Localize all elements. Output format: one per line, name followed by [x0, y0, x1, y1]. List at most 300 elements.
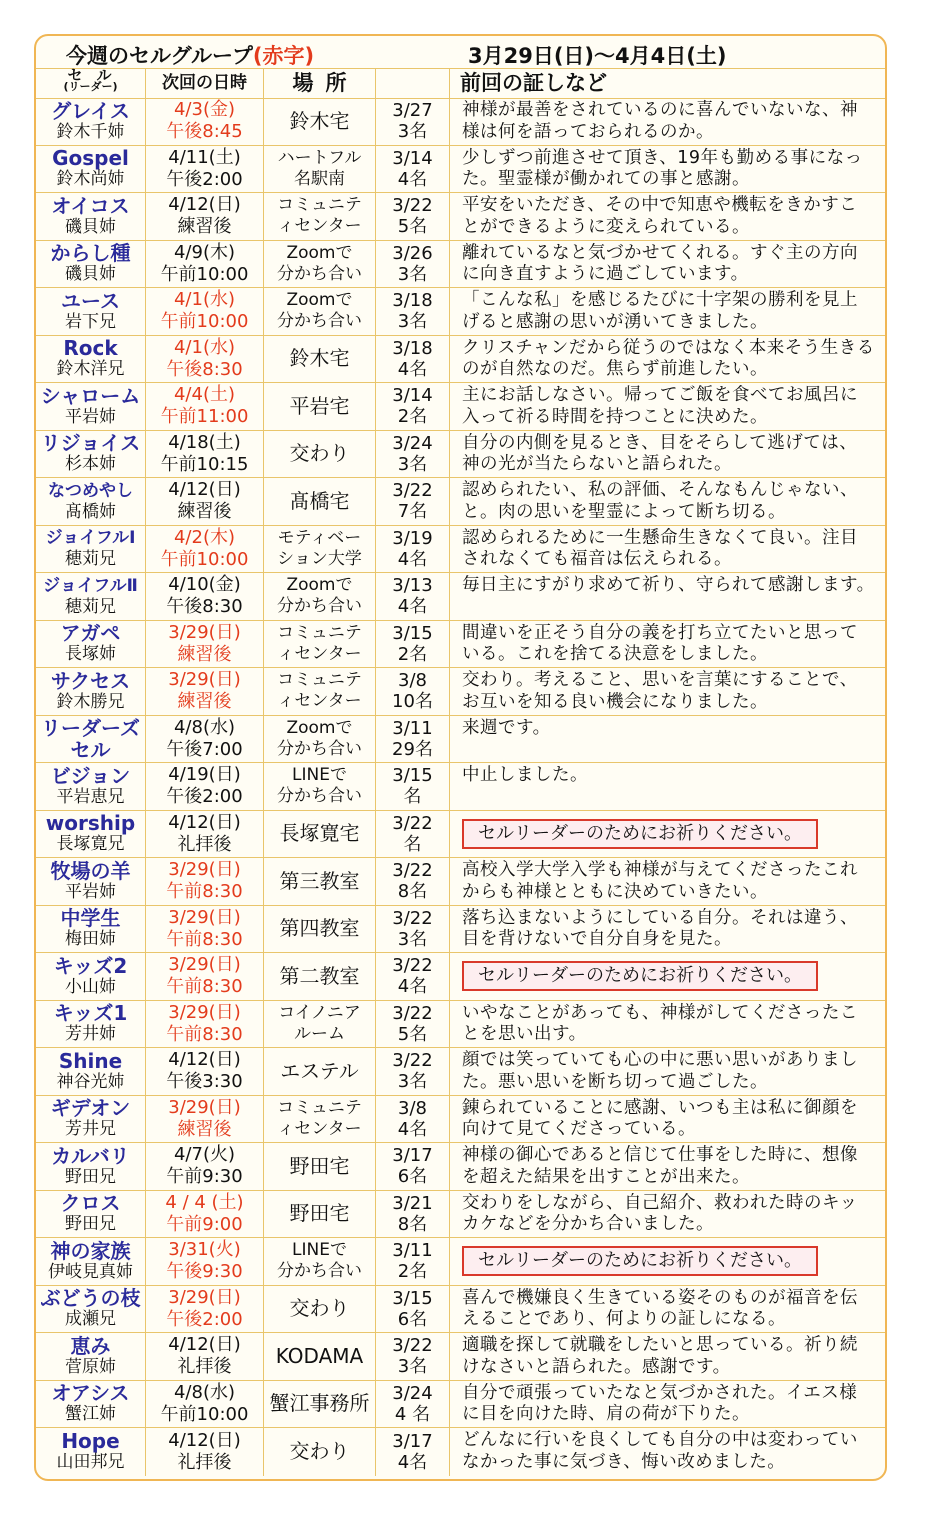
- prev-meeting-cell: [376, 1333, 450, 1380]
- place-cell: [264, 478, 376, 525]
- cell-name: Rock: [63, 336, 118, 361]
- next-time: 午後2:00: [166, 786, 243, 808]
- next-time: 礼拝後: [177, 833, 232, 855]
- place-cell: [264, 1143, 376, 1190]
- cell-name: アガペ: [60, 621, 121, 646]
- cell-name-cell: [36, 573, 146, 620]
- prev-date: 3/11: [392, 717, 433, 739]
- cell-name: 中学生: [60, 906, 121, 931]
- table-row: [36, 431, 885, 479]
- table-row: [36, 1001, 885, 1049]
- next-time: 午前8:30: [166, 881, 243, 903]
- col-next-date: 次回の日時: [146, 68, 264, 98]
- place-cell: [264, 1096, 376, 1143]
- next-date: 3/31(火): [168, 1239, 241, 1261]
- cell-leader: 長塚寛兄: [56, 834, 125, 855]
- testimony-cell: [450, 1096, 885, 1143]
- testimony-text: 喜んで機嫌良く生きている姿そのものが福音を伝えることであり、何よりの証しになる。: [462, 1287, 858, 1329]
- next-time: 午前10:00: [160, 1403, 249, 1425]
- place-line1: コミュニテ: [277, 1097, 362, 1118]
- place-line1: Zoomで: [286, 717, 353, 738]
- cell-name: ジョイフルⅡ: [43, 575, 138, 596]
- testimony-text: 来週です。: [462, 717, 551, 738]
- table-row: [36, 668, 885, 716]
- testimony-cell: [450, 98, 885, 145]
- attendance: 4名: [397, 358, 428, 380]
- table-row: [36, 1286, 885, 1334]
- next-time: 練習後: [177, 1118, 232, 1140]
- cell-name-cell: [36, 478, 146, 525]
- cell-name-cell: [36, 1191, 146, 1238]
- next-date-cell: [146, 288, 264, 335]
- next-time: 午前10:00: [160, 263, 249, 285]
- prev-date: 3/22: [392, 860, 433, 882]
- prev-date: 3/17: [392, 1430, 433, 1452]
- place-cell: [264, 1381, 376, 1428]
- cell-name-cell: [36, 383, 146, 430]
- place-cell: [264, 953, 376, 1000]
- cell-leader: 鈴木尚姉: [56, 169, 125, 190]
- next-date-cell: [146, 1143, 264, 1190]
- prev-meeting-cell: [376, 668, 450, 715]
- col-place: 場所: [264, 68, 376, 98]
- next-date: 4/12(日): [168, 194, 241, 216]
- place-cell: [264, 1238, 376, 1285]
- attendance: 4 名: [394, 1403, 431, 1425]
- next-date: 4/12(日): [168, 479, 241, 501]
- testimony-cell: [450, 431, 885, 478]
- next-date-cell: [146, 1048, 264, 1095]
- testimony-cell: [450, 1333, 885, 1380]
- cell-name-cell: [36, 526, 146, 573]
- place-cell: [264, 526, 376, 573]
- testimony-cell: [450, 1001, 885, 1048]
- testimony-text: 神様が最善をされているのに喜んでいないな、神様は何を語っておられるのか。: [462, 100, 858, 142]
- place-line2: ィセンター: [277, 216, 362, 237]
- prev-meeting-cell: [376, 336, 450, 383]
- place-line2: ション大学: [277, 548, 362, 569]
- attendance: 4名: [397, 596, 428, 618]
- testimony-text: いやなことがあっても、神様がしてくださったことを思い出す。: [462, 1002, 858, 1044]
- cell-name-cell: [36, 1143, 146, 1190]
- cell-leader: 菅原姉: [65, 1356, 116, 1377]
- prev-meeting-cell: [376, 716, 450, 763]
- cell-name: ユース: [61, 288, 120, 313]
- place-cell: [264, 621, 376, 668]
- place-line1: 髙橋宅: [289, 488, 350, 513]
- prev-date: 3/22: [392, 1335, 433, 1357]
- testimony-text: 顔では笑っていても心の中に悪い思いがありました。悪い思いを断ち切って過ごした。: [462, 1050, 858, 1092]
- testimony-cell: [450, 811, 885, 858]
- testimony-cell: [450, 716, 885, 763]
- cell-leader: 髙橋姉: [65, 501, 116, 522]
- place-line1: コミュニテ: [277, 195, 362, 216]
- place-cell: [264, 383, 376, 430]
- cell-name-cell: [36, 98, 146, 145]
- next-date-cell: [146, 193, 264, 240]
- attendance: 7名: [397, 501, 428, 523]
- place-cell: [264, 763, 376, 810]
- cell-name-cell: [36, 1001, 146, 1048]
- next-date-cell: [146, 146, 264, 193]
- place-line1: 交わり: [289, 1439, 350, 1464]
- prev-meeting-cell: [376, 383, 450, 430]
- table-row: [36, 1143, 885, 1191]
- place-line2: 名駅南: [294, 168, 345, 189]
- next-time: 練習後: [177, 643, 232, 665]
- place-cell: [264, 573, 376, 620]
- testimony-text: 高校入学大学入学も神様が与えてくださったこれからも神様とともに決めていきたい。: [462, 860, 858, 902]
- prev-meeting-cell: [376, 193, 450, 240]
- cell-name-cell: [36, 811, 146, 858]
- cell-leader: 磯貝姉: [65, 264, 116, 285]
- table-row: [36, 1191, 885, 1239]
- cell-leader: 鈴木洋兄: [56, 359, 125, 380]
- attendance: 4名: [397, 1451, 428, 1473]
- testimony-text: 毎日主にすがり求めて祈り、守られて感謝します。: [462, 575, 875, 595]
- next-time: 礼拝後: [177, 1451, 232, 1473]
- cell-name-cell: [36, 1428, 146, 1476]
- testimony-cell: [450, 526, 885, 573]
- testimony-text: 交わり。考えること、思いを言葉にすることで、お互いを知る良い機会になりました。: [462, 670, 858, 712]
- next-date: 3/29(日): [168, 1286, 241, 1308]
- next-date-cell: [146, 98, 264, 145]
- prev-meeting-cell: [376, 763, 450, 810]
- testimony-cell: [450, 1286, 885, 1333]
- place-cell: [264, 288, 376, 335]
- cell-name-line2: セル: [70, 737, 111, 762]
- next-date-cell: [146, 241, 264, 288]
- next-date: 4/9(木): [173, 241, 235, 263]
- place-cell: [264, 1191, 376, 1238]
- next-time: 午後2:00: [166, 1308, 243, 1330]
- cell-leader: 蟹江姉: [65, 1404, 116, 1425]
- place-line1: コミュニテ: [277, 670, 362, 691]
- testimony-cell: [450, 146, 885, 193]
- next-date-cell: [146, 1286, 264, 1333]
- attendance: 3名: [397, 311, 428, 333]
- prev-meeting-cell: [376, 906, 450, 953]
- place-cell: [264, 336, 376, 383]
- prev-date: 3/24: [392, 432, 433, 454]
- prev-date: 3/18: [392, 337, 433, 359]
- prev-date: 3/22: [392, 812, 433, 834]
- testimony-cell: [450, 288, 885, 335]
- prev-meeting-cell: [376, 431, 450, 478]
- next-date: 3/29(日): [168, 669, 241, 691]
- prev-meeting-cell: [376, 953, 450, 1000]
- next-date-cell: [146, 1333, 264, 1380]
- table-row: [36, 1238, 885, 1286]
- prev-meeting-cell: [376, 1143, 450, 1190]
- place-line1: 野田宅: [289, 1201, 350, 1226]
- testimony-cell: [450, 1428, 885, 1476]
- next-date: 4/12(日): [168, 1334, 241, 1356]
- cell-name-cell: [36, 336, 146, 383]
- table-row: [36, 716, 885, 764]
- place-line1: 交わり: [289, 441, 350, 466]
- prev-date: 3/22: [392, 1002, 433, 1024]
- table-row: [36, 621, 885, 669]
- table-row: [36, 193, 885, 241]
- place-line1: 長塚寛宅: [279, 821, 360, 846]
- cell-name-cell: [36, 241, 146, 288]
- next-time: 午前10:00: [160, 311, 249, 333]
- cell-name: サクセス: [50, 668, 131, 693]
- prev-date: 3/22: [392, 480, 433, 502]
- place-cell: [264, 906, 376, 953]
- next-date: 4/10(金): [168, 574, 241, 596]
- testimony-cell: [450, 858, 885, 905]
- cell-name-cell: [36, 953, 146, 1000]
- prev-meeting-cell: [376, 1001, 450, 1048]
- table-row: [36, 241, 885, 289]
- table-row: [36, 1096, 885, 1144]
- next-date-cell: [146, 1381, 264, 1428]
- testimony-text: クリスチャンだから従うのではなく本来そう生きるのが自然なのだ。焦らず前進したい。: [462, 337, 875, 379]
- prev-meeting-cell: [376, 146, 450, 193]
- prev-meeting-cell: [376, 621, 450, 668]
- prev-meeting-cell: [376, 241, 450, 288]
- prev-date: 3/22: [392, 195, 433, 217]
- cell-name: ジョイフルⅠ: [45, 528, 136, 549]
- prev-date: 3/22: [392, 955, 433, 977]
- cell-name: リジョイス: [40, 431, 141, 456]
- prev-meeting-cell: [376, 573, 450, 620]
- next-date-cell: [146, 953, 264, 1000]
- cell-name: シャローム: [40, 383, 141, 408]
- next-date-cell: [146, 906, 264, 953]
- prev-date: 3/27: [392, 100, 433, 122]
- prev-date: 3/18: [392, 290, 433, 312]
- prev-meeting-cell: [376, 858, 450, 905]
- testimony-cell: [450, 573, 885, 620]
- place-cell: [264, 1286, 376, 1333]
- place-line2: 分かち合い: [277, 738, 362, 759]
- next-time: 練習後: [177, 691, 232, 713]
- place-line1: エステル: [280, 1058, 359, 1083]
- cell-leader: 梅田姉: [65, 929, 116, 950]
- attendance: 4名: [397, 548, 428, 570]
- next-date: 3/29(日): [168, 954, 241, 976]
- schedule-sheet: [34, 34, 887, 1481]
- prev-date: 3/8: [398, 1097, 427, 1119]
- testimony-text: 間違いを正そう自分の義を打ち立てたいと思っている。これを捨てる決意をしました。: [462, 622, 858, 664]
- table-row: [36, 953, 885, 1001]
- attendance: 6名: [397, 1166, 428, 1188]
- testimony-cell: [450, 1191, 885, 1238]
- prev-meeting-cell: [376, 1286, 450, 1333]
- next-date-cell: [146, 763, 264, 810]
- place-line2: ィセンター: [277, 643, 362, 664]
- column-header: [36, 68, 885, 99]
- attendance: 3名: [397, 121, 428, 143]
- testimony-cell: [450, 953, 885, 1000]
- cell-name: 神の家族: [50, 1238, 131, 1263]
- place-line1: Zoomで: [286, 242, 353, 263]
- place-line1: 第二教室: [279, 963, 360, 988]
- place-line2: ルーム: [294, 1023, 345, 1044]
- table-row: [36, 858, 885, 906]
- table-row: [36, 336, 885, 384]
- next-date-cell: [146, 1428, 264, 1476]
- testimony-text: 主にお話しなさい。帰ってご飯を食べてお風呂に入って祈る時間を持つことに決めた。: [462, 385, 858, 427]
- prev-meeting-cell: [376, 1381, 450, 1428]
- testimony-text: どんなに行いを良くしても自分の中は変わっていなかった事に気づき、悔い改めました。: [462, 1430, 858, 1472]
- next-time: 午前10:00: [160, 548, 249, 570]
- place-line1: Zoomで: [286, 575, 353, 596]
- place-line1: Zoomで: [286, 290, 353, 311]
- cell-leader: 平岩姉: [65, 406, 116, 427]
- next-time: 午前11:00: [160, 406, 249, 428]
- cell-leader: 杉本姉: [65, 454, 116, 475]
- table-row: [36, 478, 885, 526]
- cell-name: グレイス: [51, 98, 130, 123]
- attendance: 2名: [397, 406, 428, 428]
- prev-date: 3/14: [392, 147, 433, 169]
- cell-leader: 小山姉: [65, 976, 116, 997]
- cell-name: Gospel: [52, 146, 129, 171]
- attendance: 5名: [397, 1023, 428, 1045]
- cell-leader: 野田兄: [65, 1166, 116, 1187]
- cell-name-cell: [36, 1333, 146, 1380]
- place-line1: LINEで: [292, 765, 347, 786]
- testimony-cell: [450, 193, 885, 240]
- next-date-cell: [146, 573, 264, 620]
- cell-name-cell: [36, 621, 146, 668]
- next-date-cell: [146, 811, 264, 858]
- cell-name: なつめやし: [48, 480, 133, 501]
- next-date-cell: [146, 668, 264, 715]
- page-title: 今週のセルグループ(赤字): [66, 44, 315, 68]
- col-note: 前回の証しなど: [460, 71, 607, 95]
- cell-name: オアシス: [51, 1381, 130, 1406]
- prev-date: 3/19: [392, 527, 433, 549]
- prev-date: 3/21: [392, 1192, 433, 1214]
- next-date-cell: [146, 383, 264, 430]
- next-time: 午後3:30: [166, 1071, 243, 1093]
- place-cell: [264, 98, 376, 145]
- next-time: 午前8:30: [166, 1023, 243, 1045]
- next-date-cell: [146, 1238, 264, 1285]
- next-date: 4/4(土): [173, 384, 235, 406]
- next-time: 午前9:30: [166, 1166, 243, 1188]
- cell-name: からし種: [50, 241, 131, 266]
- cell-name: キッズ1: [53, 1001, 128, 1026]
- table-row: [36, 383, 885, 431]
- next-date-cell: [146, 336, 264, 383]
- next-time: 午後8:30: [166, 358, 243, 380]
- next-date-cell: [146, 1096, 264, 1143]
- testimony-cell: [450, 906, 885, 953]
- testimony-cell: [450, 383, 885, 430]
- attendance: 4名: [397, 168, 428, 190]
- cell-name-cell: [36, 716, 146, 763]
- testimony-cell: [450, 241, 885, 288]
- testimony-text: 錬られていることに感謝、いつも主は私に御顔を向けて見てくださっている。: [462, 1097, 858, 1139]
- attendance: 5名: [397, 216, 428, 238]
- prev-date: 3/8: [398, 670, 427, 692]
- attendance: 8名: [397, 881, 428, 903]
- place-line1: 蟹江事務所: [269, 1391, 370, 1416]
- place-line2: 分かち合い: [277, 786, 362, 807]
- next-date: 4/18(土): [168, 431, 241, 453]
- prev-meeting-cell: [376, 526, 450, 573]
- attendance: 名: [403, 786, 422, 808]
- cell-leader: 山田邦兄: [56, 1452, 125, 1473]
- cell-name: worship: [45, 811, 136, 836]
- cell-name: 牧場の羊: [50, 858, 131, 883]
- cell-name-cell: [36, 1286, 146, 1333]
- attendance: 2名: [397, 643, 428, 665]
- next-date: 3/29(日): [168, 859, 241, 881]
- next-time: 午後8:45: [166, 121, 243, 143]
- place-line1: コミュニテ: [277, 622, 362, 643]
- place-line1: KODAMA: [275, 1343, 364, 1368]
- cell-name: Shine: [58, 1048, 123, 1073]
- prayer-request-box: セルリーダーのためにお祈りください。: [462, 961, 818, 991]
- prev-meeting-cell: [376, 478, 450, 525]
- next-date: 3/29(日): [168, 1096, 241, 1118]
- testimony-cell: [450, 1143, 885, 1190]
- place-line2: 分かち合い: [277, 263, 362, 284]
- prev-date: 3/14: [392, 385, 433, 407]
- table-row: [36, 1428, 885, 1476]
- place-line1: 鈴木宅: [289, 108, 350, 133]
- next-date: 4/1(水): [173, 336, 235, 358]
- cell-leader: 野田兄: [65, 1214, 116, 1235]
- testimony-text: 神様の御心であると信じて仕事をした時に、想像を超えた結果を出すことが出来た。: [462, 1145, 858, 1187]
- place-cell: [264, 1048, 376, 1095]
- place-line1: 第三教室: [279, 868, 360, 893]
- attendance: 29名: [392, 738, 433, 760]
- place-line1: 交わり: [289, 1296, 350, 1321]
- cell-leader: 成瀬兄: [65, 1309, 116, 1330]
- attendance: 10名: [392, 691, 433, 713]
- cell-name: ぶどうの枝: [40, 1286, 141, 1311]
- next-date-cell: [146, 1001, 264, 1048]
- next-date-cell: [146, 478, 264, 525]
- place-line1: 野田宅: [289, 1153, 350, 1178]
- next-date: 4/12(日): [168, 811, 241, 833]
- cell-name: リーダーズ: [41, 715, 140, 740]
- testimony-cell: [450, 763, 885, 810]
- testimony-cell: [450, 621, 885, 668]
- next-time: 午前8:30: [166, 976, 243, 998]
- place-cell: [264, 193, 376, 240]
- next-date: 4/3(金): [173, 99, 235, 121]
- col-count: [376, 68, 450, 98]
- next-date: 4/7(火): [173, 1144, 235, 1166]
- place-line1: 第四教室: [279, 916, 360, 941]
- next-date: 4/11(土): [168, 146, 241, 168]
- cell-name-cell: [36, 1096, 146, 1143]
- testimony-cell: [450, 668, 885, 715]
- attendance: 3名: [397, 1071, 428, 1093]
- testimony-text: 適職を探して就職をしたいと思っている。祈り続けなさいと語られた。感謝です。: [462, 1335, 858, 1377]
- prev-date: 3/22: [392, 907, 433, 929]
- prev-meeting-cell: [376, 288, 450, 335]
- next-time: 礼拝後: [177, 1356, 232, 1378]
- place-line1: 平岩宅: [289, 393, 350, 418]
- place-cell: [264, 858, 376, 905]
- cell-name: キッズ2: [53, 953, 128, 978]
- place-line2: 分かち合い: [277, 596, 362, 617]
- cell-leader: 鈴木勝兄: [56, 691, 125, 712]
- cell-name: 恵み: [70, 1333, 111, 1358]
- prayer-request-box: セルリーダーのためにお祈りください。: [462, 1246, 818, 1276]
- date-range: 3月29日(日)〜4月4日(土): [468, 44, 727, 68]
